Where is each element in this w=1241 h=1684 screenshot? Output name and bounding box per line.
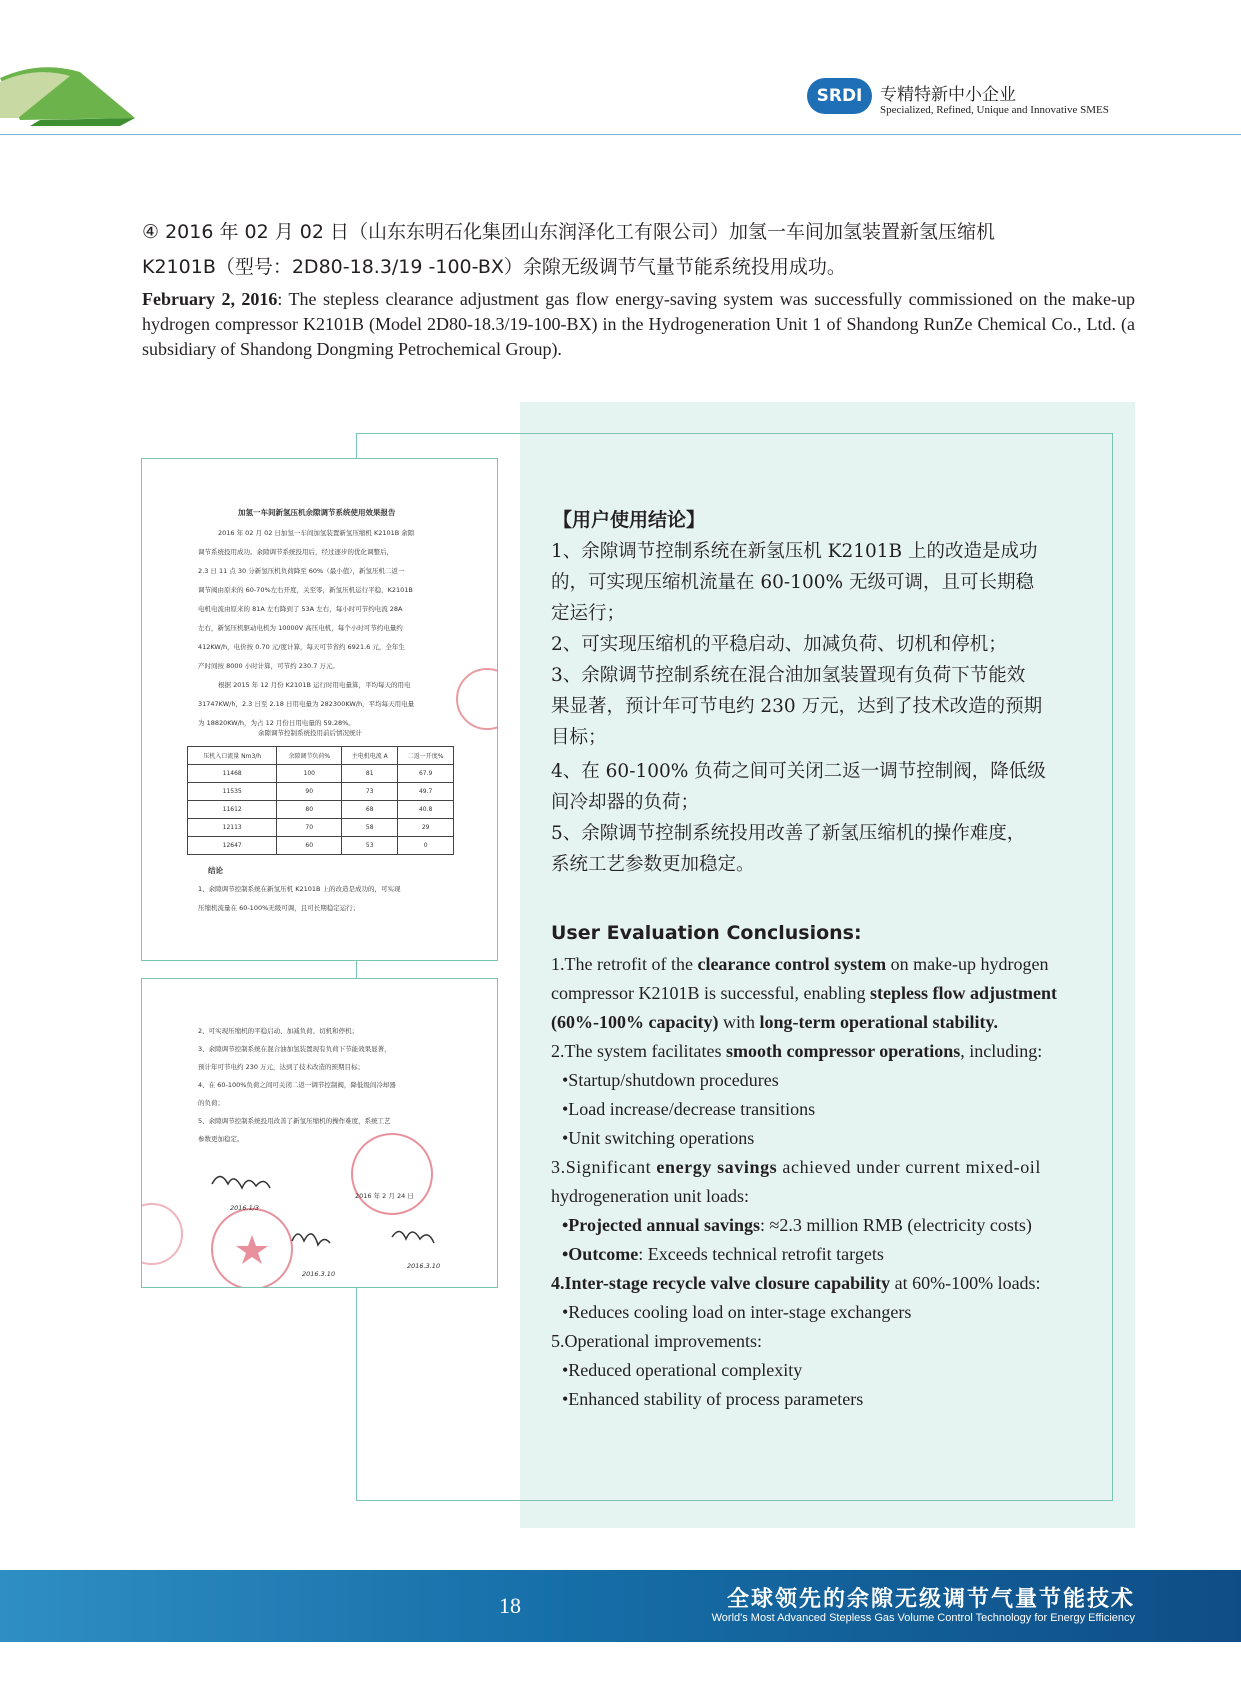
text-run-bold: •Projected annual savings <box>562 1215 760 1235</box>
footer-title-cn: 全球领先的余隙无级调节气量节能技术 <box>726 1587 1135 1612</box>
scan-1-stats-table <box>187 746 454 855</box>
conclusion-cn-line: 5、余隙调节控制系统投用改善了新氢压缩机的操作难度， <box>551 823 1026 844</box>
table-cell: 80 <box>277 801 342 819</box>
conclusion-en-bullet <box>562 1240 884 1269</box>
text-run: at 60%-100% loads: <box>890 1273 1041 1293</box>
table-cell: 67.9 <box>398 765 454 783</box>
table-cell: 90 <box>277 783 342 801</box>
conclusions-cn-title: 【用户使用结论】 <box>553 509 706 531</box>
table-cell: 29 <box>398 819 454 837</box>
text-run-bold: stepless flow adjustment <box>869 983 1057 1003</box>
conclusion-en-line <box>551 950 1049 979</box>
conclusion-cn-line: 系统工艺参数更加稳定。 <box>551 854 755 875</box>
intro-cn-line-2: K2101B（型号：2D80-18.3/19 -100-BX）余隙无级调节气量节能系统投用成功。 <box>142 256 846 278</box>
conclusion-en-bullet: •Reduced operational complexity <box>562 1360 803 1380</box>
conclusion-en-bullet <box>562 1211 1032 1240</box>
scan-1-line: 调节系统投用成功。余隙调节系统投用后，经过逐步的优化调整后， <box>198 548 393 556</box>
scan-2-line: 2、可实现压缩机的平稳启动、加减负荷、切机和停机； <box>198 1027 359 1035</box>
text-run: 2.The system facilitates <box>551 1041 726 1061</box>
conclusion-cn-line: 2、可实现压缩机的平稳启动、加减负荷、切机和停机； <box>551 634 1007 655</box>
footer-title-en: World's Most Advanced Stepless Gas Volume Control Technology for Energy Efficiency <box>711 1612 1135 1624</box>
text-run-bold: smooth compressor operations <box>725 1041 961 1061</box>
conclusion-en-line <box>551 1008 998 1037</box>
table-row <box>188 783 454 801</box>
text-run: compressor K2101B is successful, enabling <box>551 983 870 1003</box>
conclusion-cn-line: 1、余隙调节控制系统在新氢压机 K2101B 上的改造是成功 <box>551 541 1038 562</box>
conclusion-en-line <box>551 1269 1041 1298</box>
intro-en-paragraph <box>142 287 1135 362</box>
conclusion-cn-line: 4、在 60-100% 负荷之间可关闭二返一调节控制阀，降低级 <box>551 761 1046 782</box>
signature-date: 2016.3.10 <box>302 1270 336 1278</box>
conclusion-en-line <box>551 979 1057 1008</box>
scan-1-conclusion-line: 压缩机流量在 60-100%无级可调，且可长期稳定运行； <box>198 904 360 912</box>
table-cell: 0 <box>398 837 454 855</box>
text-run: 1.The retrofit of the <box>551 954 698 974</box>
header-title-cn: 专精特新中小企业 <box>880 85 1016 105</box>
scan-1-line: 为 18820KW/h，为占 12 月份日用电量的 59.28%。 <box>198 719 355 727</box>
header-divider <box>0 134 1241 135</box>
table-row <box>188 837 454 855</box>
scan-1-line: 2016 年 02 月 02 日加氢一车间加氢装置新氢压缩机 K2101B 余隙 <box>218 529 415 537</box>
text-run: , including: <box>960 1041 1043 1061</box>
table-header-row <box>188 747 454 765</box>
header-title-en: Specialized, Refined, Unique and Innovative SMES <box>880 104 1109 116</box>
intro-en-text: : The stepless clearance adjustment gas flow energy-saving system was successfully commissioned on the make-up hydrogen compressor K2101B (Model 2D80-18.3/19-100-BX) in the Hydrogeneration Unit 1 of Shandong RunZe Chemical Co., Ltd. (a subsidiary of Shandong Dongming Petrochemical Group). <box>142 289 1135 359</box>
text-run-bold: energy savings <box>656 1157 778 1177</box>
conclusions-en-title: User Evaluation Conclusions: <box>551 922 862 944</box>
scan-1-line: 412KW/h，电价按 0.70 元/度计算，每天可节省约 6921.6 元，全年生 <box>198 643 405 651</box>
scan-1-line: 左右，新氢压机驱动电机为 10000V 高压电机，每个小时可节约电量约 <box>198 624 403 632</box>
table-row <box>188 819 454 837</box>
scan-1-conclusion-label: 结论 <box>208 866 223 875</box>
scan-1-line: 根据 2015 年 12 月份 K2101B 运行时用电量算，平均每天的用电 <box>218 681 411 689</box>
text-run: : Exceeds technical retrofit targets <box>638 1244 884 1264</box>
srdi-logo: SRDI <box>807 78 872 114</box>
table-header-cell: 主电机电流 A <box>342 747 398 765</box>
scan-2-line: 3、余隙调节控制系统在混合油加氢装置现有负荷下节能效果显著， <box>198 1045 391 1053</box>
intro-cn-line-1: ④ 2016 年 02 月 02 日（山东东明石化集团山东润泽化工有限公司）加氢一车间加氢装置新氢压缩机 <box>142 221 995 243</box>
scan-2-line: 5、余隙调节控制系统投用改善了新氢压缩机的操作难度，系统工艺 <box>198 1117 391 1125</box>
conclusion-cn-line: 定运行； <box>551 603 626 624</box>
table-row <box>188 765 454 783</box>
conclusion-en-line: 5.Operational improvements: <box>551 1331 762 1351</box>
scanned-report-page-1 <box>141 458 498 961</box>
conclusion-cn-line: 果显著，预计年可节电约 230 万元，达到了技术改造的预期 <box>551 696 1043 717</box>
conclusion-en-bullet: •Unit switching operations <box>562 1128 755 1148</box>
conclusion-en-line: hydrogeneration unit loads: <box>551 1186 749 1206</box>
scan-2-line: 的负荷； <box>198 1099 224 1107</box>
intro-en-date: February 2, 2016 <box>142 289 278 309</box>
text-run: with <box>718 1012 760 1032</box>
scan-1-title: 加氢一车间新氢压机余隙调节系统使用效果报告 <box>238 508 396 517</box>
corner-book-graphic <box>0 60 150 130</box>
conclusion-en-bullet: •Reduces cooling load on inter-stage exchangers <box>562 1302 912 1322</box>
red-seal-stamp-partial <box>442 664 498 734</box>
text-run-bold: (60%-100% capacity) <box>551 1012 719 1032</box>
conclusion-en-bullet: •Load increase/decrease transitions <box>562 1099 816 1119</box>
scan-2-line: 参数更加稳定。 <box>198 1135 244 1143</box>
table-cell: 12647 <box>188 837 277 855</box>
conclusion-cn-line: 间冷却器的负荷； <box>551 792 700 813</box>
table-cell: 60 <box>277 837 342 855</box>
table-cell: 68 <box>342 801 398 819</box>
conclusion-en-bullet: •Enhanced stability of process parameters <box>562 1389 864 1409</box>
table-cell: 40.8 <box>398 801 454 819</box>
scan-2-line: 4、在 60-100%负荷之间可关闭二返一调节控制阀，降低级间冷却器 <box>198 1081 396 1089</box>
conclusion-en-bullet: •Startup/shutdown procedures <box>562 1070 779 1090</box>
conclusion-cn-line: 的，可实现压缩机流量在 60-100% 无级可调，且可长期稳 <box>551 572 1034 593</box>
table-cell: 73 <box>342 783 398 801</box>
table-row <box>188 801 454 819</box>
table-cell: 81 <box>342 765 398 783</box>
table-cell: 11468 <box>188 765 277 783</box>
page-number: 18 <box>499 1593 521 1618</box>
text-run: 3.Significant <box>551 1157 657 1177</box>
table-header-cell: 压机入口流量 Nm3/h <box>188 747 277 765</box>
scan-1-line: 调节阀由原来的 60-70%左右开度，关至零，新氢压机运行平稳，K2101B <box>198 586 413 594</box>
conclusion-cn-line: 目标； <box>551 727 607 748</box>
signature-date: 2016.3.10 <box>407 1262 441 1270</box>
scanned-report-page-2 <box>141 978 498 1288</box>
scan-1-line: 31747KW/h，2.3 日至 2.18 日用电量为 282300KW/h，平均每天用电量 <box>198 700 415 708</box>
stamps-and-signatures <box>142 979 498 1288</box>
conclusion-en-line <box>551 1037 1042 1066</box>
scan-1-line: 2.3 日 11 点 30 分新氢压机负荷降至 60%（最小值），新氢压机二返一 <box>198 567 405 575</box>
table-cell: 70 <box>277 819 342 837</box>
text-run-bold: 4.Inter-stage recycle valve closure capability <box>551 1273 891 1293</box>
scan-1-conclusion-line: 1、余隙调节控制系统在新氢压机 K2101B 上的改造是成功的，可实现 <box>198 885 401 893</box>
conclusion-cn-line: 3、余隙调节控制系统在混合油加氢装置现有负荷下节能效 <box>551 665 1026 686</box>
table-cell: 11535 <box>188 783 277 801</box>
scan-1-line: 产时间按 8000 小时计算，可节约 230.7 万元。 <box>198 662 339 670</box>
signature-date: 2016.1/3 <box>230 1204 260 1212</box>
table-header-cell: 二返一开度% <box>398 747 454 765</box>
text-run-bold: long-term operational stability. <box>759 1012 998 1032</box>
table-cell: 12113 <box>188 819 277 837</box>
table-cell: 11612 <box>188 801 277 819</box>
table-header-cell: 余隙调节负荷% <box>277 747 342 765</box>
table-cell: 100 <box>277 765 342 783</box>
conclusion-en-line <box>551 1153 1041 1182</box>
text-run: achieved under current mixed-oil <box>777 1157 1041 1177</box>
scan-1-table-title: 余隙调节控制系统投用前后情况统计 <box>258 729 362 737</box>
text-run-bold: •Outcome <box>562 1244 639 1264</box>
table-cell: 58 <box>342 819 398 837</box>
text-run: on make-up hydrogen <box>886 954 1049 974</box>
scan-2-line: 预计年可节电约 230 万元，达到了技术改造的预期目标； <box>198 1063 365 1071</box>
text-run-bold: clearance control system <box>697 954 887 974</box>
scan-2-stamp-date: 2016 年 2 月 24 日 <box>355 1192 414 1200</box>
table-cell: 49.7 <box>398 783 454 801</box>
table-cell: 53 <box>342 837 398 855</box>
scan-1-line: 电机电流由原来的 81A 左右降到了 53A 左右，每小时可节约电流 28A <box>198 605 403 613</box>
text-run: : ≈2.3 million RMB (electricity costs) <box>759 1215 1032 1235</box>
